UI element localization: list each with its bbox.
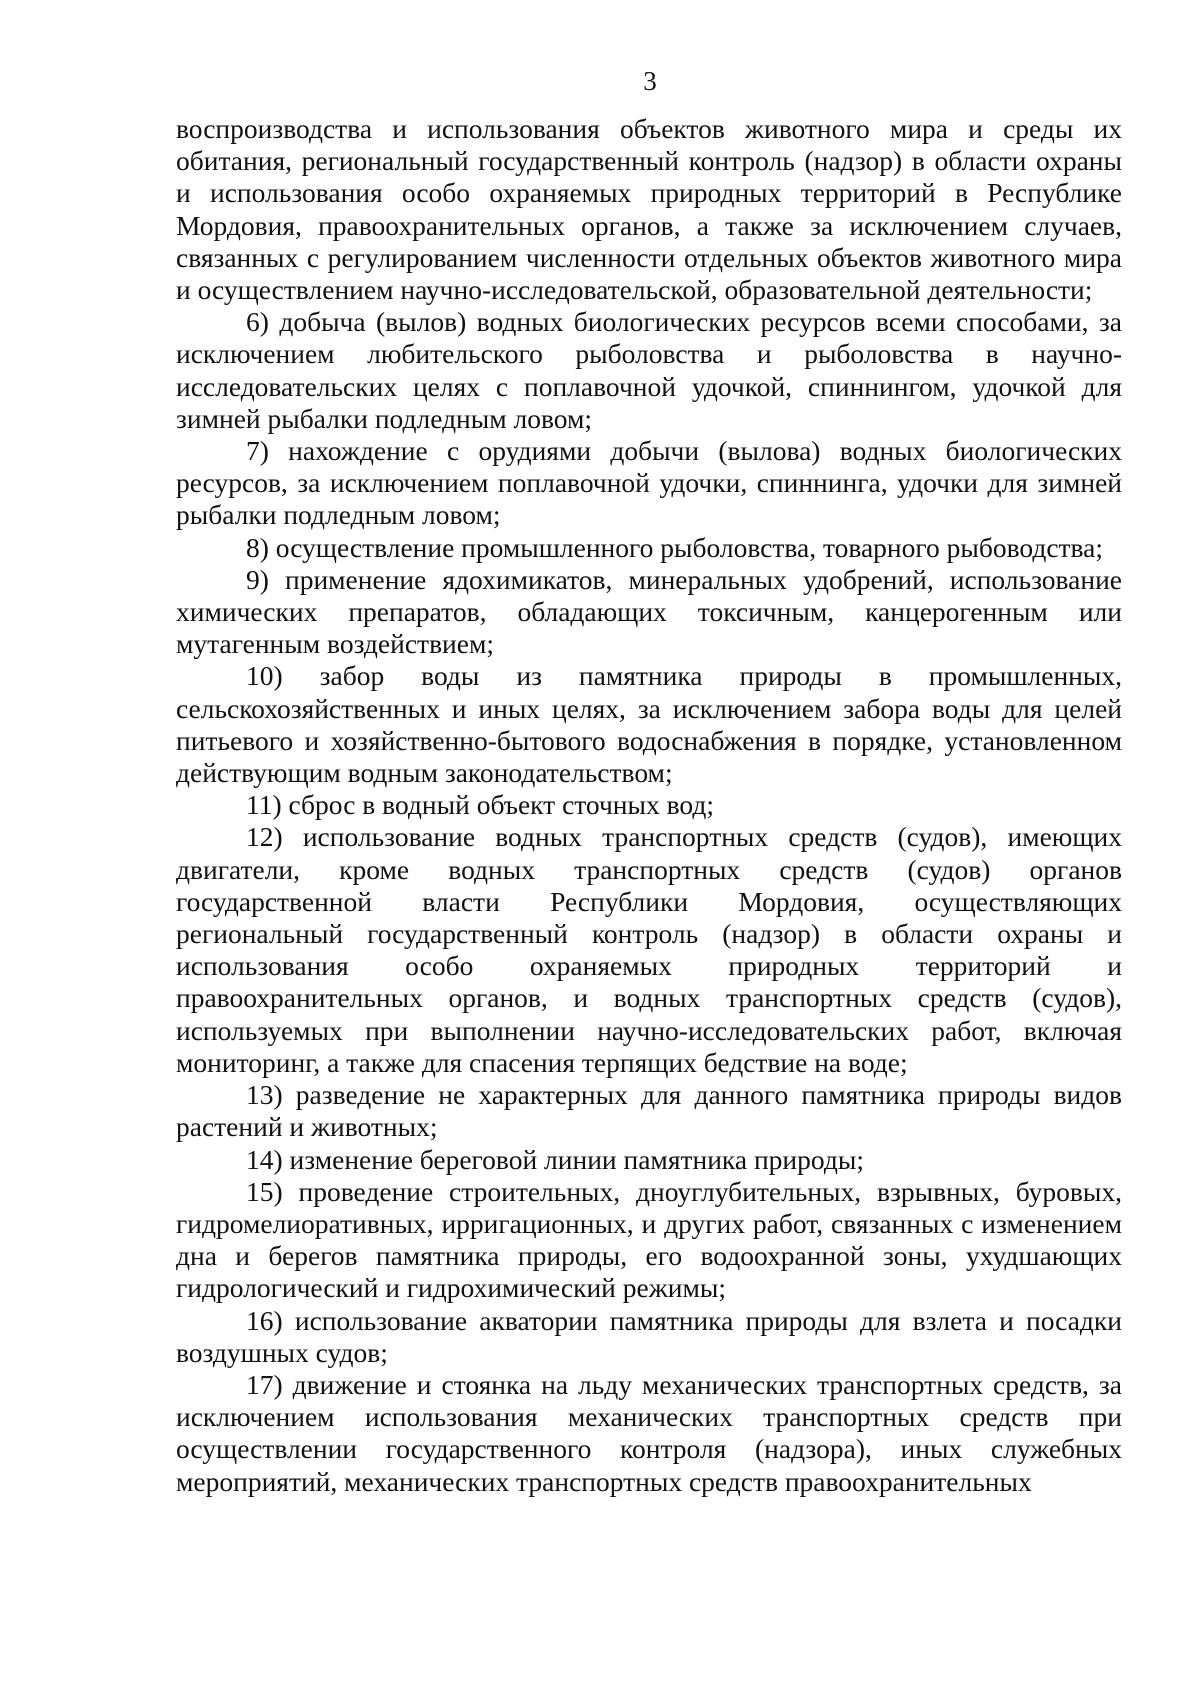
list-item-7: 7) нахождение с орудиями добычи (вылова) водных биологических ресурсов, за исключением поплавочной удочки, спиннинга, удочки для зимней рыбалки подледным ловом; [176,435,1122,531]
list-item-14: 14) изменение береговой линии памятника природы; [246,1143,864,1175]
paragraph-continuation: воспроизводства и использования объектов животного мира и среды их обитания, региональный государственный контроль (надзор) в области охраны и использования особо охраняемых природных территорий в Республике Мордовия, правоохранительных органов, а также за исключением случаев, связанных с регулированием численности отдельных объектов животного мира и осуществлением научно-исследовательской, образовательной деятельности; [176,113,1122,306]
list-item-17: 17) движение и стоянка на льду механических транспортных средств, за исключением использования механических транспортных средств при осуществлении государственного контроля (надзора), иных служебных мероприятий, механических транспортных средств правоохранительных [176,1368,1122,1497]
page-number: 3 [643,66,657,96]
list-item-15: 15) проведение строительных, дноуглубительных, взрывных, буровых, гидромелиоративных, ирригационных, и других работ, связанных с изменением дна и берегов памятника природы, его водоохранной зоны, ухудшающих гидрологический и гидрохимический режимы; [176,1175,1122,1304]
list-item-16: 16) использование акватории памятника природы для взлета и посадки воздушных судов; [176,1304,1122,1368]
list-item-6: 6) добыча (вылов) водных биологических ресурсов всеми способами, за исключением любительского рыболовства и рыболовства в научно-исследовательских целях с поплавочной удочкой, спиннингом, удочкой для зимней рыбалки подледным ловом; [176,306,1122,434]
list-item-9: 9) применение ядохимикатов, минеральных удобрений, использование химических препаратов, обладающих токсичным, канцерогенным или мутагенным воздействием; [176,563,1122,660]
list-item-11: 11) сброс в водный объект сточных вод; [246,789,715,821]
list-item-13: 13) разведение не характерных для данного памятника природы видов растений и животных; [176,1079,1122,1143]
document-text [176,113,1122,1498]
list-item-10: 10) забор воды из памятника природы в промышленных, сельскохозяйственных и иных целях, за исключением забора воды для целей питьевого и хозяйственно-бытового водоснабжения в порядке, установленном действующим водным законодательством; [176,660,1122,789]
list-item-8: 8) осуществление промышленного рыболовства, товарного рыбоводства; [246,531,1104,563]
list-item-12: 12) использование водных транспортных средств (судов), имеющих двигатели, кроме водных транспортных средств (судов) органов государственной власти Республики Мордовия, осуществляющих региональный государственный контроль (надзор) в области охраны и использования особо охраняемых природных территорий и правоохранительных органов, и водных транспортных средств (судов), используемых при выполнении научно-исследовательских работ, включая мониторинг, а также для спасения терпящих бедствие на воде; [176,821,1122,1078]
